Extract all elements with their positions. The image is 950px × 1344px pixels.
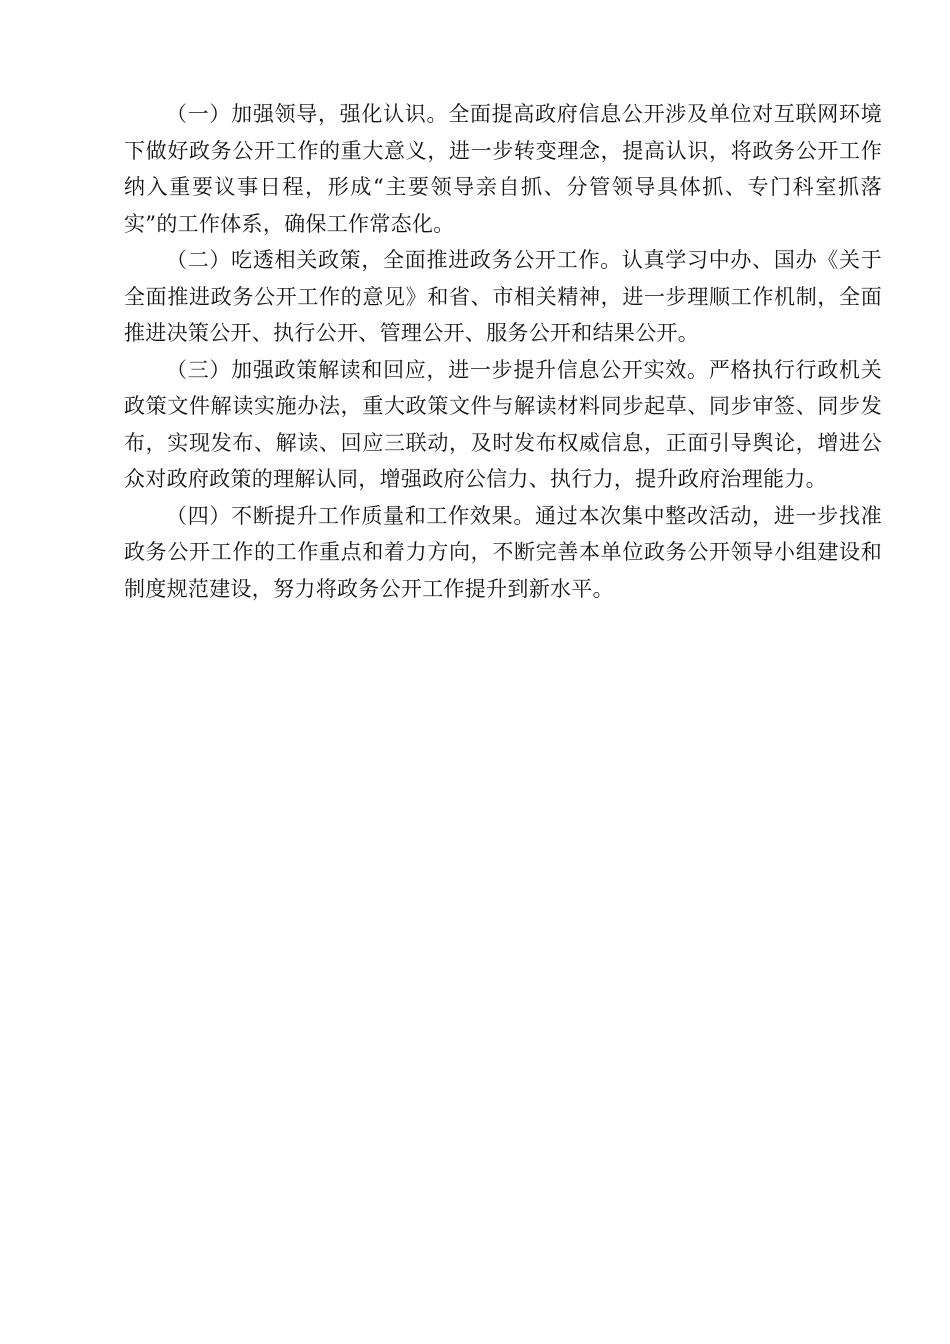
document-body <box>124 96 882 607</box>
paragraph-1: （一）加强领导，强化认识。全面提高政府信息公开涉及单位对互联网环境下做好政务公开工作的重大意义，进一步转变理念，提高认识，将政务公开工作纳入重要议事日程，形成“主要领导亲自抓、分管领导具体抓、专门科室抓落实”的工作体系，确保工作常态化。 <box>124 102 882 236</box>
paragraph-4: （四）不断提升工作质量和工作效果。通过本次集中整改活动，进一步找准政务公开工作的工作重点和着力方向，不断完善本单位政务公开领导小组建设和制度规范建设，努力将政务公开工作提升到新水平。 <box>124 503 882 601</box>
paragraph-2: （二）吃透相关政策，全面推进政务公开工作。认真学习中办、国办《关于全面推进政务公开工作的意见》和省、市相关精神，进一步理顺工作机制，全面推进决策公开、执行公开、管理公开、服务公开和结果公开。 <box>124 248 882 345</box>
paragraph-3: （三）加强政策解读和回应，进一步提升信息公开实效。严格执行行政机关政策文件解读实施办法，重大政策文件与解读材料同步起草、同步审签、同步发布，实现发布、解读、回应三联动，及时发布权威信息，正面引导舆论，增进公众对政府政策的理解认同，增强政府公信力、执行力，提升政府治理能力。 <box>124 357 882 491</box>
